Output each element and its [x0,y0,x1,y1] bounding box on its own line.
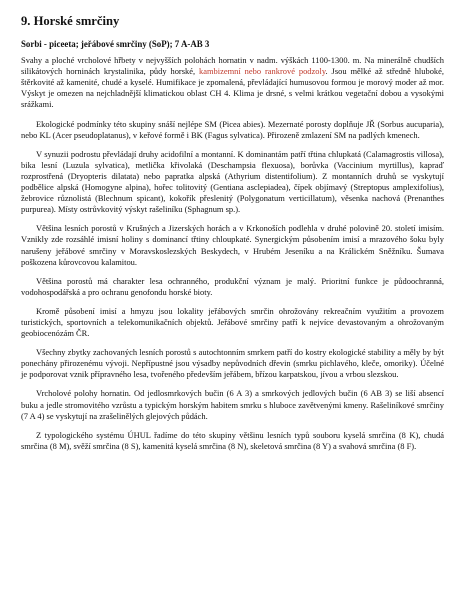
paragraph-text: Svahy a ploché vrcholové hřbety v nejvyšších polohách hornatin v nadm. výškách 1100-1300. m. Na minerálně chudších silikátových horninách krystalinika, půdy horské, [21,55,444,77]
paragraph-threats: Kromě působení imisí a hmyzu jsou lokality jeřábových smrčin ohrožovány rekreačním využitím a provozem turistických, sportovních a telekomunikačních objektů. Jeřábové smrčiny patří k nejvíce devastovaným a ohrožovaným geobiocenózám ČR. [21,305,444,339]
paragraph-damage: Většina lesních porostů v Krušných a Jizerských horách a v Krkonoších podlehla v druhé polovině 20. století imisím. Vznikly zde rozsáhlé imisní holiny s dominancí třtiny chloupkaté. Synergickým působením imisí a mrazového šoku byly narušeny jeřábové smrčiny v Moravskoslezských Beskydech, v Hrubém Jeseníku a na Králickém Sněžníku. Šumava poškozena kůrovcovou kalamitou. [21,223,444,267]
paragraph-site-conditions [21,55,444,110]
paragraph-text: . Jsou mělké až středně hluboké, štěrkovité až kamenité, chudé a kyselé. Humifikace je zpomalená, převládající humusovou formou je morový moder až mor. Výskyt je omezen na nejchladnější klimatickou oblast CH 4. Klima je drsné, s velmi krátkou vegetační dobou a vysokými srážkami. [21,66,444,110]
paragraph-understory: V synuzii podrostu převládají druhy acidofilní a montanní. K dominantám patří třtina chlupkatá (Calamagrostis villosa), bika lesní (Luzula sylvatica), metlička křivolaká (Deschampsia flexuosa), borůvka (Vaccinium myrtillus), kapraď rozprostřená (Dryopteris dilatata) nebo papratka alpská (Athyrium distentifolium). Z montanních druhů se vyskytují podbělice alpská (Homogyne alpina), hořec tolitovitý (Gentiana asclepiadea), čípek objímavý (Streptopus amplexifolius), žebrovice různolistá (Blechnum spicant), kokořík přeslenitý (Polygonatum verticillatum), věsenka nachová (Prenanthes purpurea). Místy ostrůvkovitý výskyt rašeliníku (Sphagnum sp.). [21,148,444,215]
page-title: 9. Horské smrčiny [21,14,120,28]
paragraph-typology: Z typologického systému ÚHUL řadíme do této skupiny většinu lesních typů souboru kyselá smrčina (8 K), chudá smrčina (8 M), svěží smrčina (8 S), kamenitá kyselá smrčina (8 N), skeletová smrčina (8 Y) a svahová smrčina (8 F). [21,429,444,451]
paragraph-differentiation: Vrcholové polohy hornatin. Od jedlosmrkových bučin (6 A 3) a smrkových jedlových bučin (6 AB 3) se liší absencí buku a jedle stromovitého vzrůstu a typickým horským habitem smrku s hluboce zavětvenými kmeny. Rašeliníkové smrčiny (7 A 4) se vyskytují na zrašelinělých glejových půdách. [21,388,444,421]
section-subtitle: Sorbi - piceeta; jeřábové smrčiny (SoP); 7 A-AB 3 [21,39,210,49]
paragraph-tree-species: Ekologické podmínky této skupiny snáší nejlépe SM (Picea abies). Mezernaté porosty doplňuje JŘ (Sorbus aucuparia), nebo KL (Acer pseudoplatanus), v keřové formě i BK (Fagus sylvatica). Přirozeně zmlazení SM na padlých kmenech. [21,118,444,140]
highlighted-text: kambizemní nebo rankrové podzoly [199,66,326,77]
paragraph-function: Většina porostů má charakter lesa ochranného, produkční význam je malý. Prioritní funkce je půdoochranná, vodohospodářská a pro ochranu genofondu horské bioty. [21,275,444,297]
paragraph-management: Všechny zbytky zachovaných lesních porostů s autochtonním smrkem patří do kostry ekologické stability a měly by být ponechány přirozenému vývoji. Nepřípustné jsou výsadby nepůvodních dřevin (smrku pichlavého, kleče, omoriky). Účelné je podporovat vznik přípravného lesa, tvořeného především jeřábem, břízou karpatskou, jívou a vrbou slezskou. [21,347,444,380]
